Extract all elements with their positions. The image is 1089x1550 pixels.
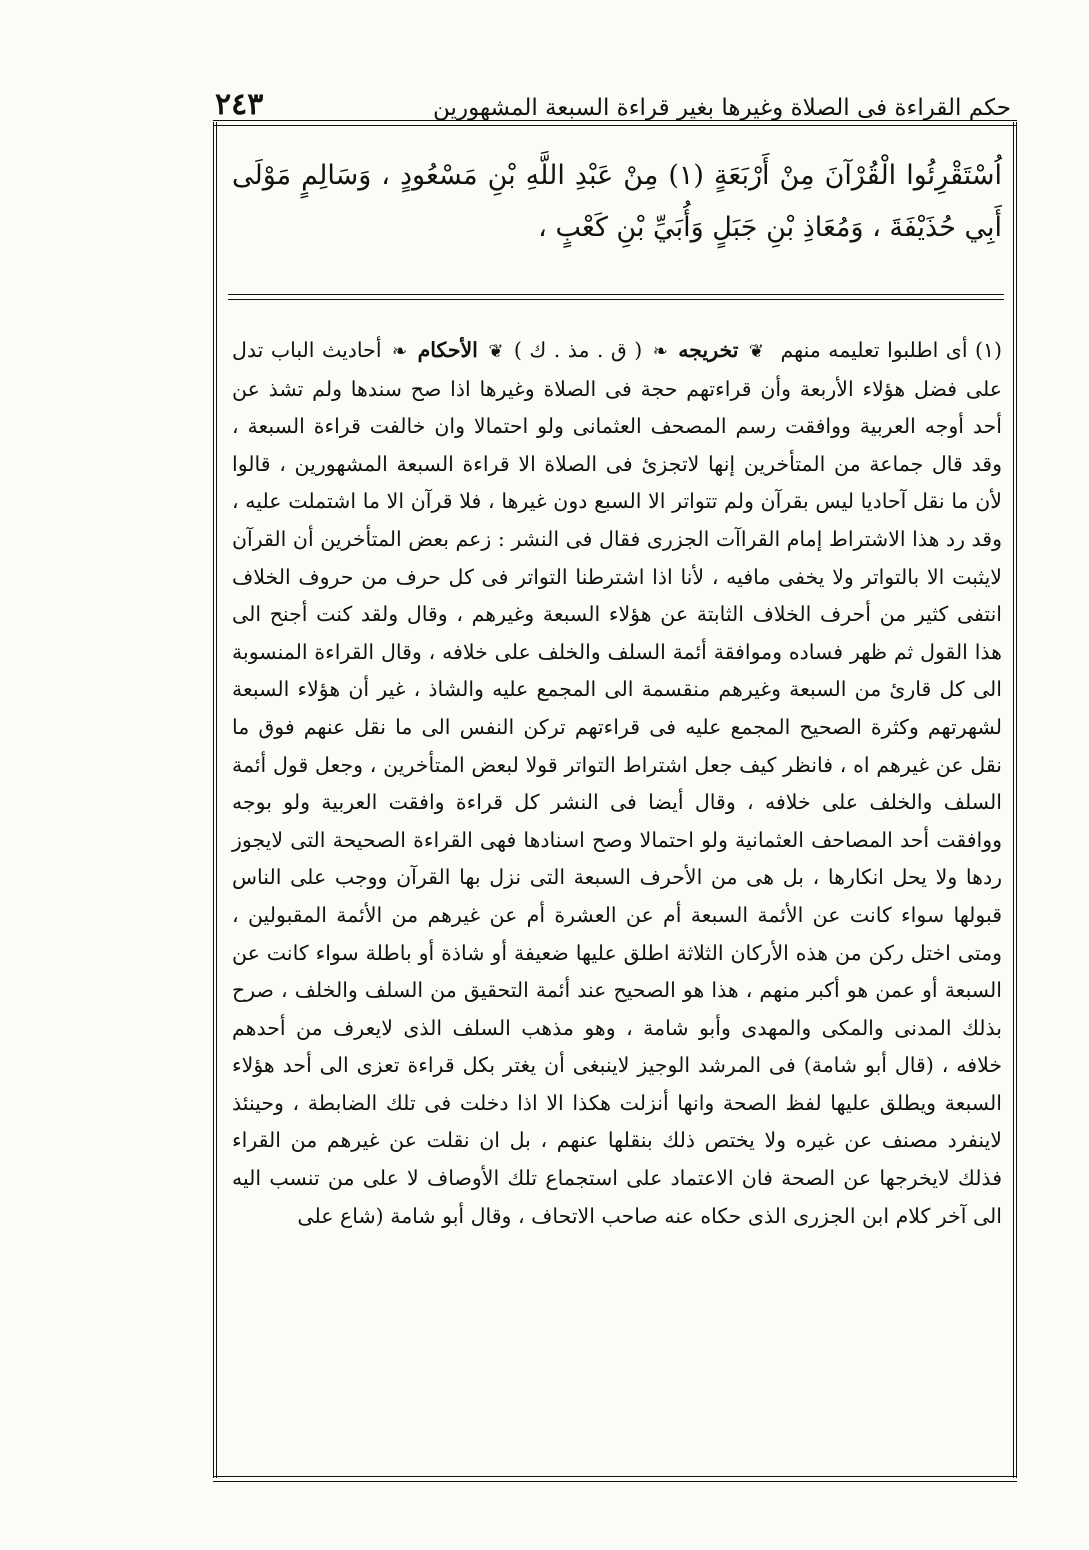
ornament-icon: ❦ [748,341,765,362]
takhrij-sources: ( ق . مذ . ك ) [513,338,643,362]
page-header [215,78,1011,120]
page-number: ٢٤٣ [215,87,264,122]
running-title: حكم القراءة فى الصلاة وغيرها بغير قراءة السبعة المشهورين [433,95,1011,121]
ornament-icon: ❧ [652,341,668,362]
ornament-icon: ❦ [488,341,504,362]
ahkam-label: الأحكام [417,338,478,362]
bottom-double-rule [213,1476,1017,1482]
ornament-icon: ❧ [392,341,408,362]
footnote-marker: (١) أى اطلبوا تعليمه منهم [780,338,1002,362]
footnote-body: أحاديث الباب تدل على فضل هؤلاء الأربعة وأن قراءتهم حجة فى الصلاة وغيرها اذا صح سندها ولم تشذ عن أحد أوجه العربية ووافقت رسم المصحف العثمانى ولو احتمالا وان خالفت قراءة السبعة ، وقد قال جماعة من المتأخرين إنها لاتجزئ فى الصلاة الا قراءة السبعة المشهورين ، قالوا لأن ما نقل آحاديا ليس بقرآن ولم تتواتر الا السبع دون غيرها ، فلا قرآن الا ما اشتملت عليه ، وقد رد هذا الاشتراط إمام القراآت الجزرى فقال فى النشر : زعم بعض المتأخرين أن القرآن لايثبت الا بالتواتر ولا يخفى مافيه ، لأنا اذا اشترطنا التواتر فى كل حرف من حروف الخلاف انتفى كثير من أحرف الخلاف الثابتة عن هؤلاء السبعة وغيرهم ، وقال ولقد كنت أجنح الى هذا القول ثم ظهر فساده وموافقة أئمة السلف والخلف على خلافه ، وقال القراءة المنسوبة الى كل قارئ من السبعة وغيرهم منقسمة الى المجمع عليه والشاذ ، غير أن هؤلاء السبعة لشهرتهم وكثرة الصحيح المجمع عليه فى قراءتهم تركن النفس الى ما نقل عنهم فوق ما نقل عن غيرهم اه ، فانظر كيف جعل اشتراط التواتر قولا لبعض المتأخرين ، وجعل قول أئمة السلف والخلف على خلافه ، وقال أيضا فى النشر كل قراءة وافقت العربية ولو بوجه ووافقت أحد المصاحف العثمانية ولو احتمالا وصح اسنادها فهى القراءة الصحيحة التى لايجوز ردها ولا يحل انكارها ، بل هى من الأحرف السبعة التى نزل بها القرآن ووجب على الناس قبولها سواء كانت عن الأئمة السبعة أم عن العشرة أم عن غيرهم من الأئمة المقبولين ، ومتى اختل ركن من هذه الأركان الثلاثة اطلق عليها ضعيفة أو شاذة أو باطلة سواء كانت عن السبعة أو عمن هو أكبر منهم ، هذا هو الصحيح عند أئمة التحقيق من السلف والخلف ، صرح بذلك المدنى والمكى والمهدى وأبو شامة ، وهو مذهب السلف الذى لايعرف من أحدهم خلافه ، (قال أبو شامة) فى المرشد الوجيز لاينبغى أن يغتر بكل قراءة تعزى الى أحد هؤلاء السبعة ويطلق عليها لفظ الصحة وانها أنزلت هكذا الا اذا دخلت فى تلك الضابطة ، وحينئذ لاينفرد مصنف عن غيره ولا يختص ذلك بنقلها عنهم ، بل ان نقلت عن غيرهم من القراء فذلك لايخرجها عن الصحة فان الاعتماد على استجماع تلك الأوصاف لا على من تنسب اليه الى آخر كلام ابن الجزرى الذى حكاه عنه صاحب الاتحاف ، وقال أبو شامة (شاع على [232,338,1002,1228]
footnote [232,332,1002,1235]
main-hadith-text: اُسْتَقْرِئُوا الْقُرْآنَ مِنْ أَرْبَعَةٍ (١) مِنْ عَبْدِ اللَّهِ بْنِ مَسْعُودٍ ، وَسَالِمٍ مَوْلَى أَبِي حُذَيْفَةَ ، وَمُعَاذِ بْنِ جَبَلٍ وَأُبَيِّ بْنِ كَعْبٍ ، [232,160,1002,243]
takhrij-label: تخريجه [678,338,739,362]
footnote-separator [228,294,1004,300]
top-double-rule [213,120,1017,126]
